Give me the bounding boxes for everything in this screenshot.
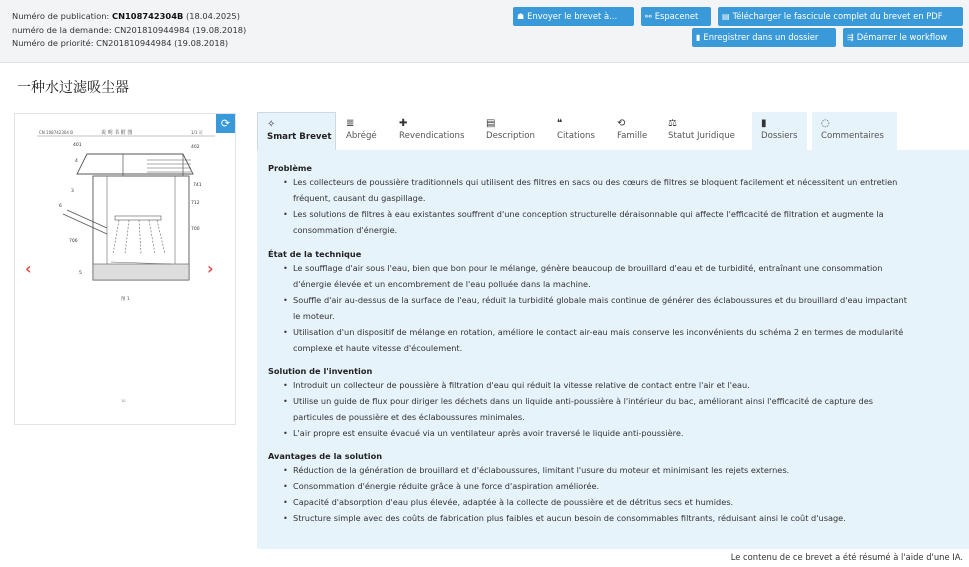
tab-commentaires[interactable]: ◌ Commentaires — [812, 112, 897, 150]
patent-title: 一种水过滤吸尘器 — [17, 80, 129, 96]
drawing-viewer — [14, 113, 236, 425]
list-item: • Le soufflage d'air sous l'eau, bien que bon pour le mélange, génère beaucoup de brouillard d'eau et de turbidité, entraînant une consommation — [293, 260, 953, 276]
drawing-label: 4 — [75, 159, 78, 164]
section-avantages — [268, 451, 953, 526]
drawing-label: 706 — [69, 239, 78, 244]
tab-description[interactable]: ▤ Description — [486, 112, 544, 150]
family-icon: ⟲ — [617, 118, 626, 129]
ai-summary-note: Le contenu de ce brevet a été résumé à l'aide d'une IA. — [730, 552, 963, 562]
drawing-label: 6 — [59, 204, 62, 209]
list-item: • Utilise un guide de flux pour diriger les déchets dans un liquide anti-poussière à l'intérieur du bac, améliorant ainsi l'efficacité de capture des — [293, 393, 953, 409]
chevron-left-icon[interactable]: ‹ — [25, 259, 32, 278]
priority-number: Numéro de priorité: CN201810944984 (19.08.2018) — [12, 38, 229, 48]
list-item: • Structure simple avec des coûts de fabrication plus faibles et aucun besoin de consommables filtrants, réduisant ainsi le coût d'usage. — [293, 510, 953, 526]
drawing-label: 3 — [71, 189, 74, 194]
tab-citations[interactable]: ❝ Citations — [557, 112, 601, 150]
publication-date: (18.04.2025) — [185, 11, 240, 21]
send-patent-button[interactable]: ☗ Envoyer le brevet à... — [513, 7, 634, 26]
patent-meta — [12, 10, 246, 51]
list-item: • Introduit un collecteur de poussière à filtration d'eau qui réduit la vitesse relative de contact entre l'air et l'eau. — [293, 377, 953, 393]
patent-drawing — [15, 114, 235, 424]
publication-number-line — [12, 10, 246, 24]
drawing-header-right: 1/1 页 — [191, 130, 203, 135]
section-title: Problème — [268, 163, 312, 173]
share-icon: ☗ — [517, 12, 525, 21]
list-item-continuation: d'énergie élevée et un encombrement de l'eau polluée dans la machine. — [293, 279, 591, 289]
publication-label: Numéro de publication: — [12, 11, 110, 21]
tab-abrege[interactable]: ≣ Abrégé — [346, 112, 386, 150]
tab-famille[interactable]: ⟲ Famille — [617, 112, 657, 150]
list-item-continuation: particules de poussière et des éclaboussures minimales. — [293, 412, 525, 422]
list-item: • L'air propre est ensuite évacué via un ventilateur après avoir traversé le liquide anti-poussière. — [293, 425, 953, 441]
tab-dossiers[interactable]: ▮ Dossiers — [752, 112, 807, 150]
list-item: • Souffle d'air au-dessus de la surface de l'eau, réduit la turbidité globale mais continue de générer des éclaboussures et du brouillard d'eau impactant — [293, 292, 953, 308]
list-item: • Les solutions de filtres à eau existantes souffrent d'une conception structurelle déraisonnable qui affecte l'efficacité de filtration et augmente la — [293, 206, 953, 222]
list-item-continuation: complexe et haute vitesse d'écoulement. — [293, 343, 463, 353]
drawing-header-center: 说 明 书 附 图 — [101, 130, 133, 136]
drawing-label: 712 — [191, 201, 200, 206]
list-item: • Utilisation d'un dispositif de mélange en rotation, améliore le contact air-eau mais conserve les inconvénients du schéma 2 en termes de modularité — [293, 324, 953, 340]
section-title: Solution de l'invention — [268, 366, 373, 376]
download-pdf-button[interactable]: ▤ Télécharger le fascicule complet du brevet en PDF — [718, 7, 963, 26]
drawing-page-number: 10 — [121, 399, 126, 403]
comment-icon: ◌ — [821, 118, 830, 129]
section-solution — [268, 366, 953, 441]
list-item: • Les collecteurs de poussière traditionnels qui utilisent des filtres en sacs ou des cœurs de filtres se bloquent facilement et nécessitent un entretien — [293, 174, 953, 190]
bookmark-icon: ▮ — [761, 118, 767, 129]
tab-smart-brevet[interactable]: ✧ Smart Brevet — [257, 112, 336, 150]
start-workflow-button[interactable]: ⇶ Démarrer le workflow — [843, 28, 963, 47]
drawing-header-left: CN 108742304 B — [39, 130, 73, 135]
section-list — [268, 377, 953, 441]
section-list — [268, 174, 953, 238]
drawing-label: 5 — [79, 271, 82, 276]
sparkle-icon: ✧ — [267, 119, 276, 130]
text-lines-icon: ≣ — [346, 118, 355, 129]
workflow-icon: ⇶ — [847, 33, 854, 42]
list-item: • Capacité d'absorption d'eau plus élevée, adaptée à la collecte de poussière et de détritus secs et humides. — [293, 494, 953, 510]
section-list — [268, 462, 953, 526]
smart-brevet-panel — [257, 150, 969, 549]
tab-statut-juridique[interactable]: ⚖ Statut Juridique — [668, 112, 746, 150]
espacenet-button[interactable]: ⚯ Espacenet — [641, 7, 711, 26]
section-title: Avantages de la solution — [268, 451, 383, 461]
drawing-label: 402 — [191, 145, 200, 150]
drawing-figure-label: 图 1 — [121, 297, 130, 302]
drawing-label: 700 — [191, 227, 200, 232]
list-item-continuation: fréquent, causant du gaspillage. — [293, 193, 426, 203]
section-probleme — [268, 163, 953, 238]
tab-revendications[interactable]: ✚ Revendications — [399, 112, 475, 150]
list-item: • Réduction de la génération de brouillard et d'éclaboussures, limitant l'usure du moteur et minimisant les rejets externes. — [293, 462, 953, 478]
quote-icon: ❝ — [557, 118, 563, 129]
chevron-right-icon[interactable]: › — [207, 259, 214, 278]
list-item-continuation: consommation d'énergie. — [293, 225, 398, 235]
puzzle-icon: ✚ — [399, 118, 408, 129]
save-to-folder-button[interactable]: ▮ Enregistrer dans un dossier — [692, 28, 836, 47]
section-list — [268, 260, 953, 356]
document-icon: ▤ — [486, 118, 496, 129]
refresh-icon[interactable]: ⟳ — [216, 114, 235, 133]
section-etat-technique — [268, 249, 953, 356]
scales-icon: ⚖ — [668, 118, 677, 129]
drawing-label: 401 — [73, 143, 82, 148]
section-title: État de la technique — [268, 249, 362, 259]
list-item-continuation: le moteur. — [293, 311, 335, 321]
bookmark-icon: ▮ — [696, 33, 701, 42]
patent-header — [0, 0, 969, 63]
publication-number: CN108742304B — [111, 11, 184, 21]
drawing-label: 741 — [193, 183, 202, 188]
pdf-icon: ▤ — [722, 12, 730, 21]
link-icon: ⚯ — [645, 12, 652, 21]
application-number: numéro de la demande: CN201810944984 (19.08.2018) — [12, 24, 247, 35]
list-item: • Consommation d'énergie réduite grâce à une force d'aspiration améliorée. — [293, 478, 953, 494]
